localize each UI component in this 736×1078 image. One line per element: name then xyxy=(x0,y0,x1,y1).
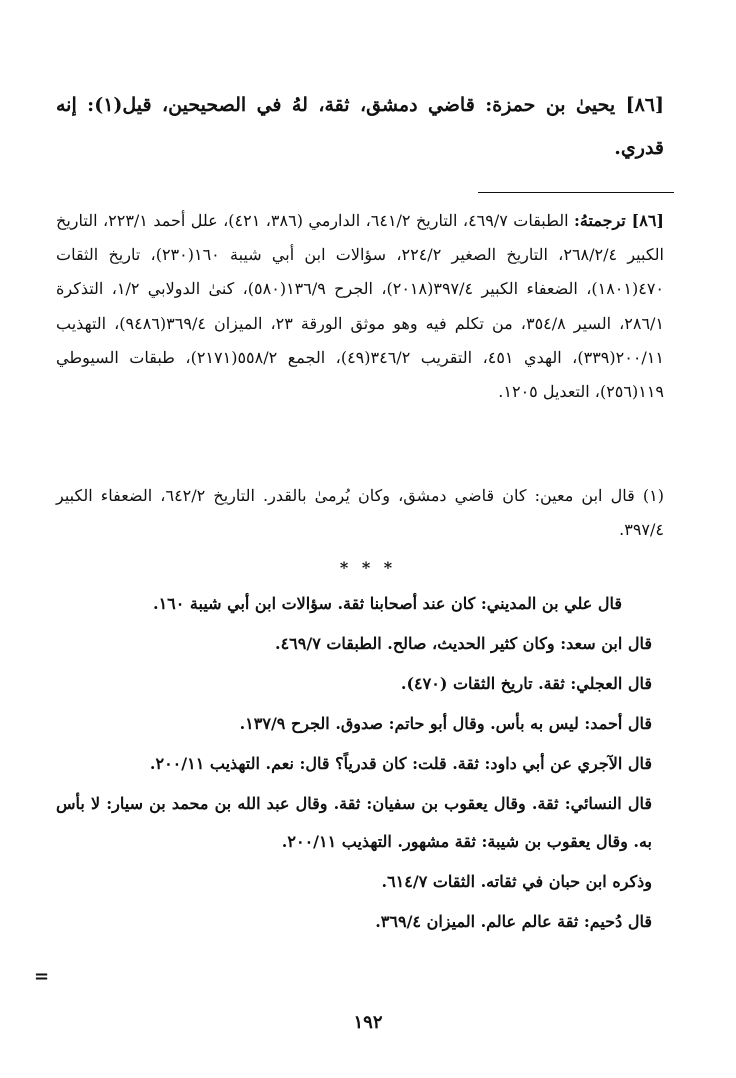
continuation-mark: = xyxy=(34,966,50,987)
quote-item: قال دُحيم: ثقة عالم عالم. الميزان ٣٦٩/٤. xyxy=(375,912,652,931)
footnote xyxy=(56,479,664,547)
page-number: ١٩٢ xyxy=(353,1012,383,1033)
section-separator: * * * xyxy=(339,558,397,577)
quote-item: قال أحمد: ليس به بأس. وقال أبو حاتم: صدوق. الجرح ١٣٧/٩. xyxy=(239,714,652,733)
entry-heading xyxy=(56,84,664,170)
biography-sources-text: الطبقات ٤٦٩/٧، التاريخ ٦٤١/٢، الدارمي (٣٨٦، ٤٢١)، علل أحمد ٢٢٣/١، التاريخ الكبير ٢٦٨/٢/٤، التاريخ الصغير ٢٢٤/٢، سؤالات ابن أبي شيبة ١٦٠(٢٣٠)، تاريخ الثقات ٤٧٠(١٨٠١)، الضعفاء الكبير ٣٩٧/٤(٢٠١٨)، الجرح ١٣٦/٩(٥٨٠)، كنىٰ الدولابي ١/٢، التذكرة ٢٨٦/١، السير ٣٥٤/٨، من تكلم فيه وهو موثق الورقة ٢٣، الميزان ٣٦٩/٤(٩٤٨٦)، التهذيب ٢٠٠/١١(٣٣٩)، الهدي ٤٥١، التقريب ٣٤٦/٢(٤٩)، الجمع ٥٥٨/٢(٢١٧١)، طبقات السيوطي ١١٩(٢٥٦)، التعديل ١٢٠٥. xyxy=(56,211,665,402)
quotes-section xyxy=(56,585,652,943)
quote-item: قال الآجري عن أبي داود: ثقة. قلت: كان قدرياً؟ قال: نعم. التهذيب ٢٠٠/١١. xyxy=(149,754,652,773)
footnote-text: (١) قال ابن معين: كان قاضي دمشق، وكان يُرمىٰ بالقدر. التاريخ ٦٤٢/٢، الضعفاء الكبير ٣٩٧/٤. xyxy=(56,486,664,539)
quote-item: قال ابن سعد: وكان كثير الحديث، صالح. الطبقات ٤٦٩/٧. xyxy=(275,634,652,653)
entry-number: [٨٦] xyxy=(625,94,664,116)
quote-item: وذكره ابن حبان في ثقاته. الثقات ٦١٤/٧. xyxy=(381,872,652,891)
biography-sources-lead: [٨٦] ترجمتهُ: xyxy=(574,211,664,230)
quote-item: قال علي بن المديني: كان عند أصحابنا ثقة. سؤالات ابن أبي شيبة ١٦٠. xyxy=(152,594,622,613)
entry-text: يحيىٰ بن حمزة: قاضي دمشق، ثقة، لهُ في الصحيحين، قيل(١): إنه قدري. xyxy=(56,94,664,159)
biography-sources xyxy=(56,204,664,409)
quote-item: قال العجلي: ثقة. تاريخ الثقات (٤٧٠). xyxy=(400,674,652,693)
quote-item: قال النسائي: ثقة. وقال يعقوب بن سفيان: ثقة. وقال عبد الله بن محمد بن سيار: لا بأس به. وقال يعقوب بن شيبة: ثقة مشهور. التهذيب ٢٠٠/١١. xyxy=(56,794,652,851)
footnote-divider xyxy=(478,192,674,193)
